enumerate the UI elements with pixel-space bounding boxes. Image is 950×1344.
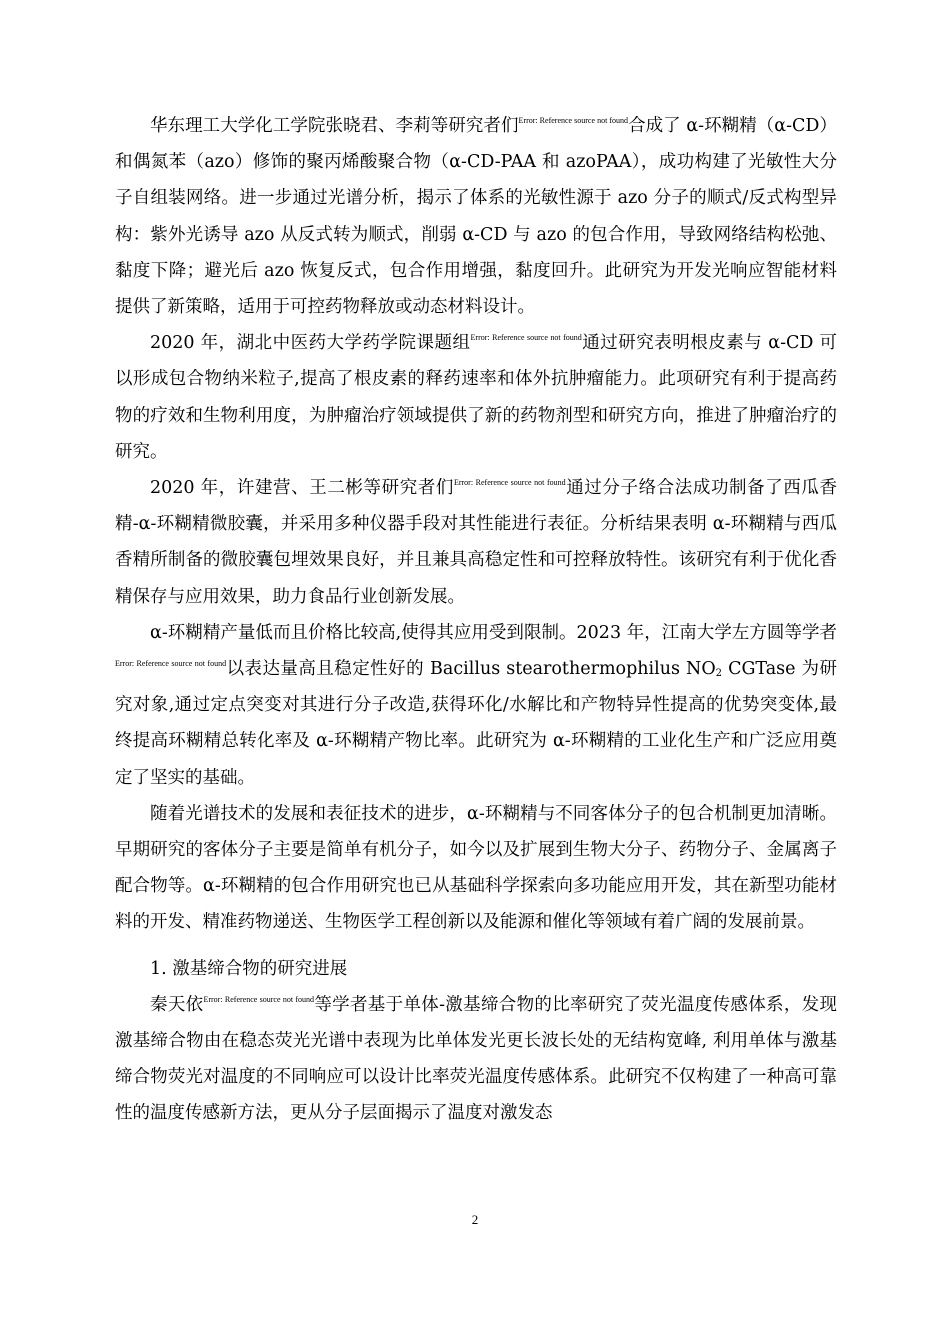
reference-error-marker: Error: Reference source not found [470,333,582,343]
paragraph-4-text-cont: 以表达量高且稳定性好的 Bacillus stearothermophilus NO [226,659,716,680]
paragraph-2 [115,325,837,470]
paragraph-6 [115,987,837,1132]
paragraph-1-text: 华东理工大学化工学院张晓君、李莉等研究者们 [150,116,519,136]
paragraph-6-text: 秦天依 [150,994,204,1015]
paragraph-4-text-end: CGTase 为研究对象,通过定点突变对其进行分子改造,获得环化/水解比和产物特异性提高的优势突变体,最终提高环糊精总转化率及 α-环糊精产物比率。此研究为 α-环糊精的工业化生产和广泛应用奠定了坚实的基础。 [115,659,837,788]
paragraph-4-text: α-环糊精产量低而且价格比较高,使得其应用受到限制。2023 年，江南大学左方圆等学者 [150,622,837,643]
document-page [115,108,837,1132]
paragraph-4 [115,615,837,796]
paragraph-1-text-cont: 合成了 α-环糊精（α-CD）和偶氮苯（azo）修饰的聚丙烯酸聚合物（α-CD-PAA 和 azoPAA），成功构建了光敏性大分子自组装网络。进一步通过光谱分析，揭示了体系的光敏性源于 azo 分子的顺式/反式构型异构：紫外光诱导 azo 从反式转为顺式，削弱 α-CD 与 azo 的包合作用，导致网络结构松弛、黏度下降；避光后 azo 恢复反式，包合作用增强，黏度回升。此研究为开发光响应智能材料提供了新策略，适用于可控药物释放或动态材料设计。 [115,116,837,318]
section-heading: 1. 激基缔合物的研究进展 [150,958,348,979]
paragraph-3-text-cont: 通过分子络合法成功制备了西瓜香精-α-环糊精微胶囊，并采用多种仪器手段对其性能进行表征。分析结果表明 α-环糊精与西瓜香精所制备的微胶囊包埋效果良好，并且兼具高稳定性和可控释放特性。该研究有利于优化香精保存与应用效果，助力食品行业创新发展。 [115,478,837,607]
subscript: 2 [715,668,723,680]
paragraph-6-text-cont: 等学者基于单体-激基缔合物的比率研究了荧光温度传感体系，发现激基缔合物由在稳态荧光光谱中表现为比单体发光更长波长处的无结构宽峰, 利用单体与激基缔合物荧光对温度的不同响应可以设计比率荧光温度传感体系。此研究不仅构建了一种高可靠性的温度传感新方法，更从分子层面揭示了温度对激发态 [115,994,837,1124]
reference-error-marker: Error: Reference source not found [518,116,629,125]
paragraph-3 [115,470,837,615]
paragraph-3-text: 2020 年，许建营、王二彬等研究者们 [150,478,454,499]
paragraph-1 [115,108,837,325]
reference-error-marker: Error: Reference source not found [115,659,227,669]
paragraph-2-text-cont: 通过研究表明根皮素与 α-CD 可以形成包合物纳米粒子,提高了根皮素的释药速率和体外抗肿瘤能力。此项研究有利于提高药物的疗效和生物利用度，为肿瘤治疗领域提供了新的药物剂型和研究方向，推进了肿瘤治疗的研究。 [115,333,837,462]
reference-error-marker: Error: Reference source not found [203,994,315,1004]
paragraph-5-text: 随着光谱技术的发展和表征技术的进步，α-环糊精与不同客体分子的包合机制更加清晰。早期研究的客体分子主要是简单有机分子，如今以及扩展到生物大分子、药物分子、金属离子配合物等。α-环糊精的包合作用研究也已从基础科学探索向多功能应用开发，其在新型功能材料的开发、精准药物递送、生物医学工程创新以及能源和催化等领域有着广阔的发展前景。 [115,803,837,933]
reference-error-marker: Error: Reference source not found [453,478,566,488]
paragraph-5 [115,796,837,941]
paragraph-2-text: 2020 年，湖北中医药大学药学院课题组 [150,333,471,354]
page-number: 2 [471,1212,479,1227]
